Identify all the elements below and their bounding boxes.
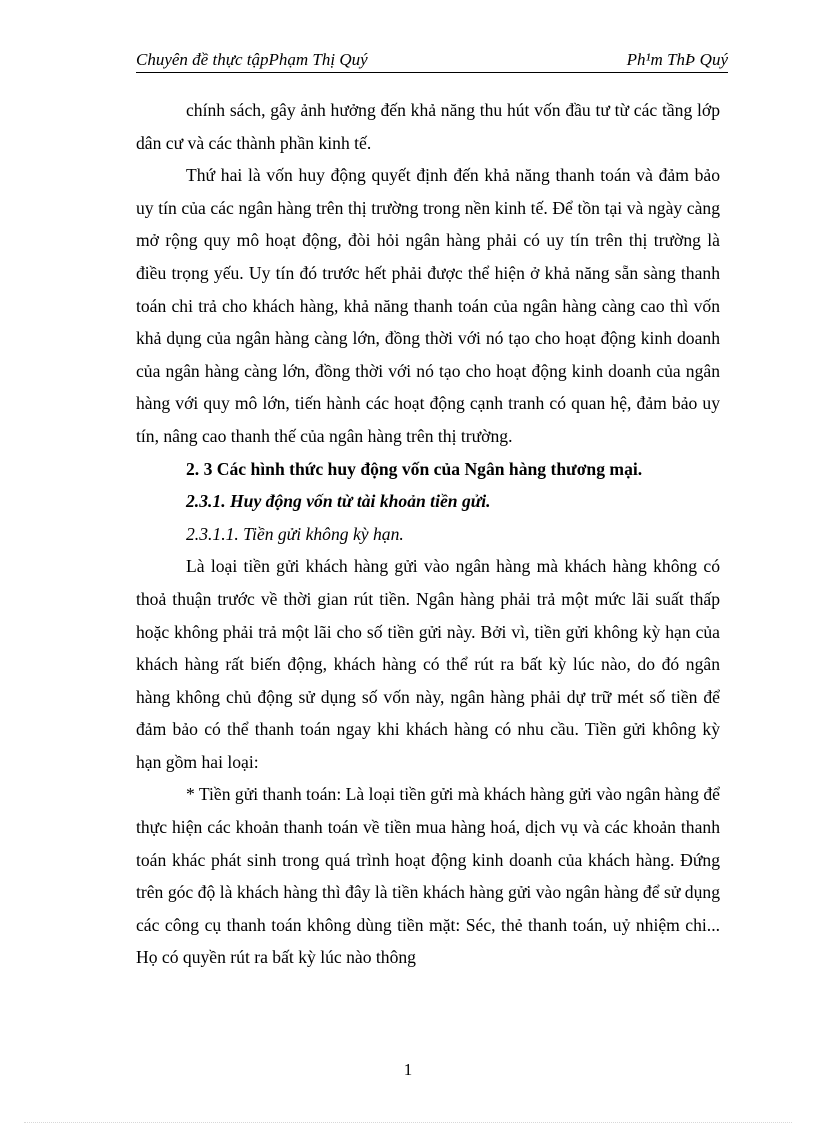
subsubsection-heading: 2.3.1.1. Tiền gửi không kỳ hạn. [186, 523, 404, 544]
paragraph: chính sách, gây ảnh hưởng đến khả năng thu hút vốn đầu tư từ các tầng lớp dân cư và các thành phần kinh tế. [136, 100, 720, 153]
page-number: 1 [403, 1060, 413, 1079]
paragraph: Là loại tiền gửi khách hàng gửi vào ngân hàng mà khách hàng không có thoả thuận trước về thời gian rút tiền. Ngân hàng phải trả một mức lãi suất thấp hoặc không phải trả một lãi cho số tiền gửi này. Bởi vì, tiền gửi không kỳ hạn của khách hàng rất biến động, khách hàng có thể rút ra bất kỳ lúc nào, do đó ngân hàng không chủ động sử dụng số vốn này, ngân hàng phải dự trữ mét số tiền để đảm bảo có thể thanh toán ngay khi khách hàng có nhu cầu. Tiền gửi không kỳ hạn gồm hai loại: [136, 556, 720, 772]
page-header [136, 48, 728, 72]
document-body [136, 94, 720, 974]
header-divider [136, 72, 728, 73]
subsection-heading: 2.3.1. Huy động vốn từ tài khoản tiền gửi. [186, 491, 491, 512]
header-document-title: Chuyên đề thực tậpPhạm Thị Quý [136, 50, 368, 69]
header-author: Ph¹m ThÞ Quý [626, 50, 728, 69]
section-heading: 2. 3 Các hình thức huy động vốn của Ngân hàng thương mại. [186, 458, 643, 479]
paragraph: Thứ hai là vốn huy động quyết định đến khả năng thanh toán và đảm bảo uy tín của các ngân hàng trên thị trường trong nền kinh tế. Để tồn tại và ngày càng mở rộng quy mô hoạt động, đòi hỏi ngân hàng phải có uy tín trên thị trường là điều trọng yếu. Uy tín đó trước hết phải được thể hiện ở khả năng sẵn sàng thanh toán chi trả cho khách hàng, khả năng thanh toán của ngân hàng càng cao thì vốn khả dụng của ngân hàng càng lớn, đồng thời với nó tạo cho hoạt động kinh doanh của ngân hàng càng lớn, đồng thời với nó tạo cho hoạt động kinh doanh của ngân hàng với quy mô lớn, tiến hành các hoạt động cạnh tranh có quan hệ, đảm bảo uy tín, nâng cao thanh thế của ngân hàng trên thị trường. [136, 165, 720, 446]
paragraph: * Tiền gửi thanh toán: Là loại tiền gửi mà khách hàng gửi vào ngân hàng để thực hiện các khoản thanh toán về tiền mua hàng hoá, dịch vụ và các khoản thanh toán khác phát sinh trong quá trình hoạt động kinh doanh của khách hàng. Đứng trên góc độ là khách hàng thì đây là tiền khách hàng gửi vào ngân hàng để sử dụng các công cụ thanh toán không dùng tiền mặt: Séc, thẻ thanh toán, uỷ nhiệm chi... Họ có quyền rút ra bất kỳ lúc nào thông [136, 784, 720, 968]
